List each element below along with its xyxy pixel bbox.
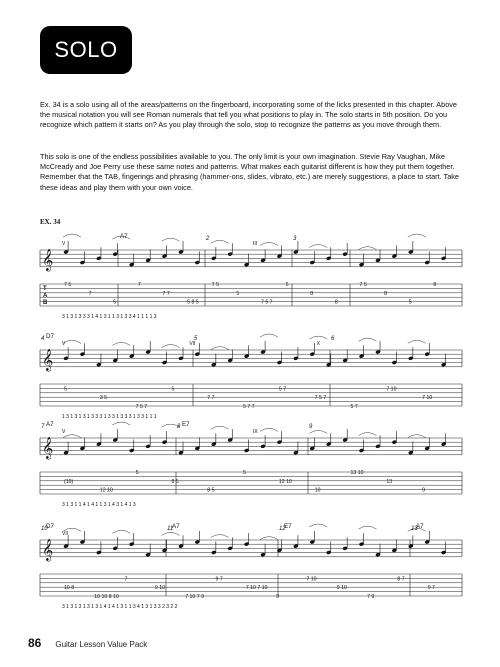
slur — [260, 334, 278, 337]
chord-symbol: D7 — [46, 523, 54, 530]
measure-number: 13 — [411, 526, 418, 532]
tab-number: 7 — [137, 282, 141, 288]
slur — [162, 238, 180, 241]
slur — [408, 234, 426, 237]
treble-clef-icon: 𝄞 — [42, 438, 54, 459]
slur — [162, 345, 180, 348]
chord-symbol: E7 — [284, 523, 292, 530]
slur — [211, 240, 229, 243]
tab-number: 5 — [135, 470, 139, 476]
slur — [309, 245, 327, 248]
position-numeral: III — [253, 241, 258, 247]
tab-number: 5 — [236, 290, 240, 297]
tab-number: 7 10 7 9 — [185, 594, 204, 600]
slur — [309, 430, 327, 433]
tab-number: 7 5 — [64, 282, 72, 288]
example-label: EX. 34 — [40, 218, 61, 226]
staff-system — [40, 523, 462, 610]
slur — [359, 247, 377, 250]
tab-number: 9 10 — [154, 585, 166, 592]
measure-number: 6 — [331, 336, 335, 342]
chord-symbol: A7 — [416, 523, 424, 530]
position-numeral: VII — [189, 341, 196, 347]
measure-number: 3 — [293, 236, 297, 242]
tab-number: 8 — [433, 282, 437, 288]
tab-number: 10 — [314, 487, 321, 494]
tab-number: 5 — [171, 386, 175, 393]
slur — [408, 340, 426, 343]
slur — [211, 426, 229, 429]
position-numeral: V — [62, 241, 66, 247]
tab-number: 7 10 7 10 — [245, 585, 268, 592]
tab-number: 7 5 7 — [261, 299, 273, 306]
slur — [260, 537, 278, 540]
tab-number: 5 7 7 — [243, 404, 255, 410]
treble-clef-icon: 𝄞 — [42, 350, 54, 371]
measure-number: 7 — [41, 424, 45, 430]
tab-number: 8 7 — [397, 576, 405, 583]
tab-number: 9 — [422, 487, 426, 494]
tab-number: 5 7 — [278, 386, 287, 393]
measure-number: 4 — [41, 336, 45, 342]
section-title: SOLO — [54, 37, 118, 62]
slur — [162, 532, 180, 535]
slur — [309, 524, 327, 527]
slur — [112, 530, 130, 533]
tab-number: 7 10 — [386, 386, 397, 393]
intro-paragraph: Ex. 34 is a solo using all of the areas/patterns on the fingerboard, incorporating some of the licks presented in this chapter. Above the musical notation you will see Roman numerals that tell you what positions to play in. The solo starts in 5th position. Do you recognize which pattern it starts on? As you play through the solo, stop to recognize the patterns as you move through them. — [40, 100, 457, 130]
tab-number: 5 8 5 — [187, 299, 199, 306]
tab-number: 7 10 — [306, 576, 317, 583]
staff-system — [40, 333, 462, 420]
fingering-row: 3 1 3 1 3 3 3 1 4 1 3 1 1 3 1 3 3 4 1 1 1 1 3 — [62, 314, 157, 320]
measure-number: 2 — [206, 236, 210, 242]
measure-number: 9 — [309, 424, 313, 430]
tab-number: 7 9 — [367, 594, 375, 600]
page-footer — [28, 636, 147, 650]
treble-clef-icon: 𝄞 — [42, 250, 54, 271]
staff-system — [40, 233, 462, 320]
slur — [112, 422, 130, 425]
measure-number: 11 — [167, 526, 174, 532]
tab-number: 3 5 — [99, 395, 108, 402]
position-numeral: VII — [62, 531, 69, 537]
tab-number: 7 — [88, 290, 92, 297]
position-numeral: IX — [253, 429, 258, 435]
tab-number: 8 — [384, 290, 388, 297]
second-paragraph: This solo is one of the endless possibilities available to you. The only limit is your own imagination. Stevie Ray Vaughan, Mike McCready and Joe Perry use these same notes and patterns. What makes each guitarist different is how they put them together. Remember that the TAB, fingerings and phrasing (hammer-ons, slides, vibrato, etc.) are merely suggestions, a place to start. Take these ideas and play them with your own voice. — [40, 152, 459, 192]
tab-number: 8 5 — [207, 487, 215, 494]
tab-number: 13 — [386, 478, 393, 485]
fingering-row: 3 1 3 1 3 1 3 1 3 1 4 1 4 1 3 1 1 3 4 1 3 1 3 3 2 3 2 2 — [62, 604, 178, 610]
slur — [408, 435, 426, 438]
book-title: Guitar Lesson Value Pack — [55, 640, 148, 649]
treble-clef-icon: 𝄞 — [42, 540, 54, 561]
tab-number: (10) — [64, 478, 74, 485]
tab-number: 7 7 — [207, 395, 215, 402]
tab-number: 5 — [243, 470, 246, 476]
tab-number: 8 — [334, 299, 338, 306]
tab-number: 7 — [124, 576, 128, 583]
tab-number: 9 7 — [215, 576, 223, 583]
measure-number: 12 — [279, 526, 286, 532]
staff-system — [40, 421, 462, 508]
tab-number: 7 5 7 — [314, 395, 327, 402]
chord-symbol: A7 — [120, 233, 128, 240]
tab-number: 7 5 — [359, 282, 367, 288]
slur — [309, 336, 327, 339]
tab-number: 5 — [408, 299, 412, 306]
position-numeral: V — [62, 341, 66, 347]
tab-number: 5 — [64, 386, 67, 393]
fingering-row: 1 3 1 3 1 3 1 3 3 3 1 3 3 1 3 3 3 1 3 3 1 1 1 — [62, 414, 157, 420]
slur — [359, 338, 377, 341]
tab-number: 8 5 — [171, 478, 179, 485]
tab-number: 9 — [276, 594, 280, 600]
tab-number: 7 10 — [422, 395, 433, 402]
tab-number: 9 10 — [336, 585, 347, 592]
slur — [63, 234, 81, 237]
tab-clef-t: T — [43, 286, 47, 292]
fingering-row: 3 1 3 1 1 4 1 4 1 1 3 1 4 3 1 4 1 3 — [62, 502, 136, 508]
tab-number: 7 5 7 — [135, 404, 148, 410]
slur — [63, 435, 81, 438]
slur — [211, 347, 229, 350]
tab-number: 5 — [113, 299, 117, 306]
chord-symbol: A7 — [46, 421, 54, 428]
tab-number: 10 8 — [64, 585, 75, 592]
chord-symbol: E7 — [182, 421, 190, 428]
page-number: 86 — [28, 636, 42, 650]
tab-number: 12 10 — [278, 478, 292, 485]
slur — [260, 428, 278, 431]
measure-number: 5 — [194, 336, 198, 342]
tab-number: 7 7 — [162, 290, 170, 297]
measure-number: 8 — [177, 424, 181, 430]
slur — [359, 526, 377, 529]
tab-clef-a: A — [43, 293, 48, 299]
chord-symbol: D7 — [46, 333, 54, 340]
tab-number: 13 10 — [350, 470, 364, 476]
slur — [112, 342, 130, 345]
position-numeral: V — [62, 429, 66, 435]
tab-number: 5 — [285, 282, 289, 288]
slur — [260, 242, 278, 245]
measure-number: 10 — [41, 526, 48, 532]
slur — [211, 535, 229, 538]
slur — [359, 433, 377, 436]
tab-number: 9 7 — [427, 585, 435, 592]
tab-number: 5 7 — [350, 404, 358, 410]
tab-clef-b: B — [43, 300, 48, 306]
tab-number: 8 — [310, 290, 314, 297]
chord-symbol: A7 — [172, 523, 180, 530]
tab-number: 12 10 — [99, 487, 113, 494]
tab-number: 7 5 — [211, 282, 219, 288]
position-numeral: X — [316, 341, 321, 347]
slur — [63, 340, 81, 343]
tab-number: 10 10 8 10 — [94, 594, 119, 600]
